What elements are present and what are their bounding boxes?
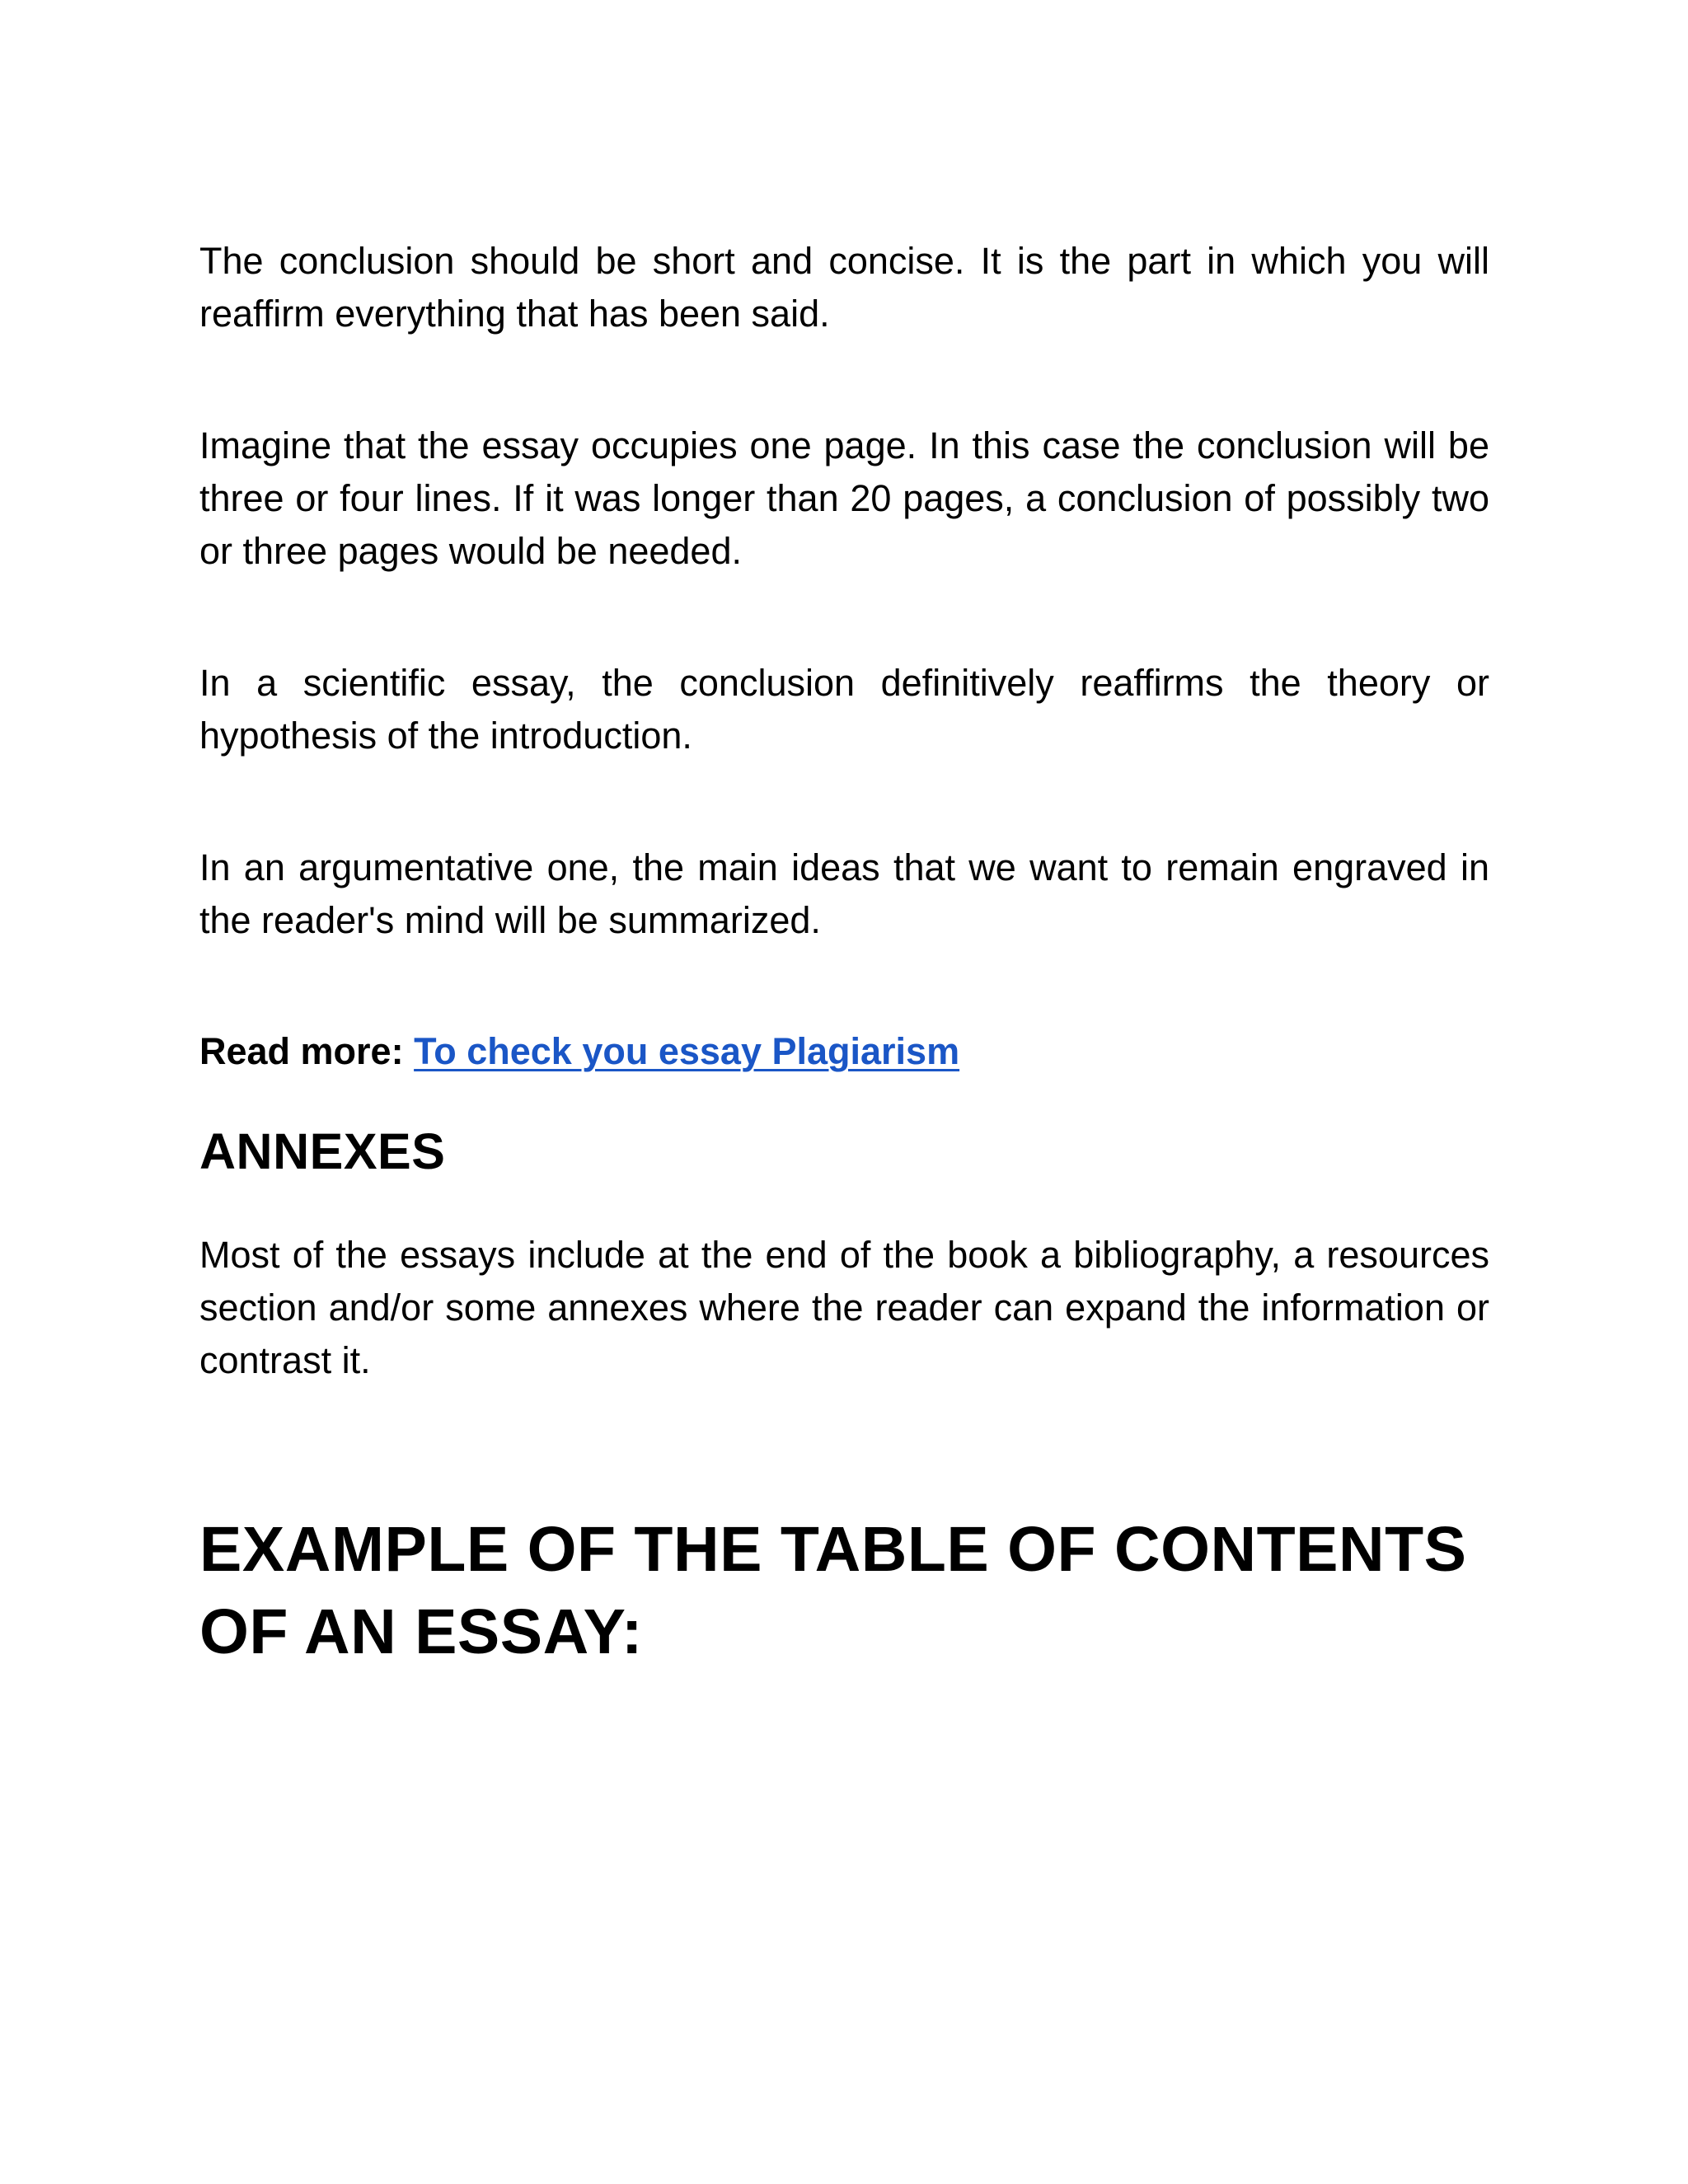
read-more-line (199, 1025, 959, 1078)
example-heading-line2: OF AN ESSAY: (199, 1596, 643, 1667)
paragraph-annexes: Most of the essays include at the end of the book a bibliography, a resources section and/or some annexes where the reader can expand the information or contrast it. (199, 1234, 1489, 1381)
annexes-heading: ANNEXES (199, 1123, 446, 1179)
paragraph-scientific-essay: In a scientific essay, the conclusion definitively reaffirms the theory or hypothesis of the introduction. (199, 662, 1489, 757)
paragraph-conclusion-intro: The conclusion should be short and concise. It is the part in which you will reaffirm everything that has been said. (199, 240, 1489, 335)
plagiarism-check-link[interactable]: To check you essay Plagiarism (414, 1030, 960, 1072)
paragraph-argumentative-essay: In an argumentative one, the main ideas that we want to remain engraved in the reader's mind will be summarized. (199, 846, 1489, 941)
read-more-label: Read more: (199, 1030, 404, 1072)
paragraph-conclusion-length: Imagine that the essay occupies one page. In this case the conclusion will be three or four lines. If it was longer than 20 pages, a conclusion of possibly two or three pages would be needed. (199, 424, 1489, 572)
example-heading-line1: EXAMPLE OF THE TABLE OF CONTENTS (199, 1514, 1467, 1585)
example-heading (199, 1508, 1518, 1673)
